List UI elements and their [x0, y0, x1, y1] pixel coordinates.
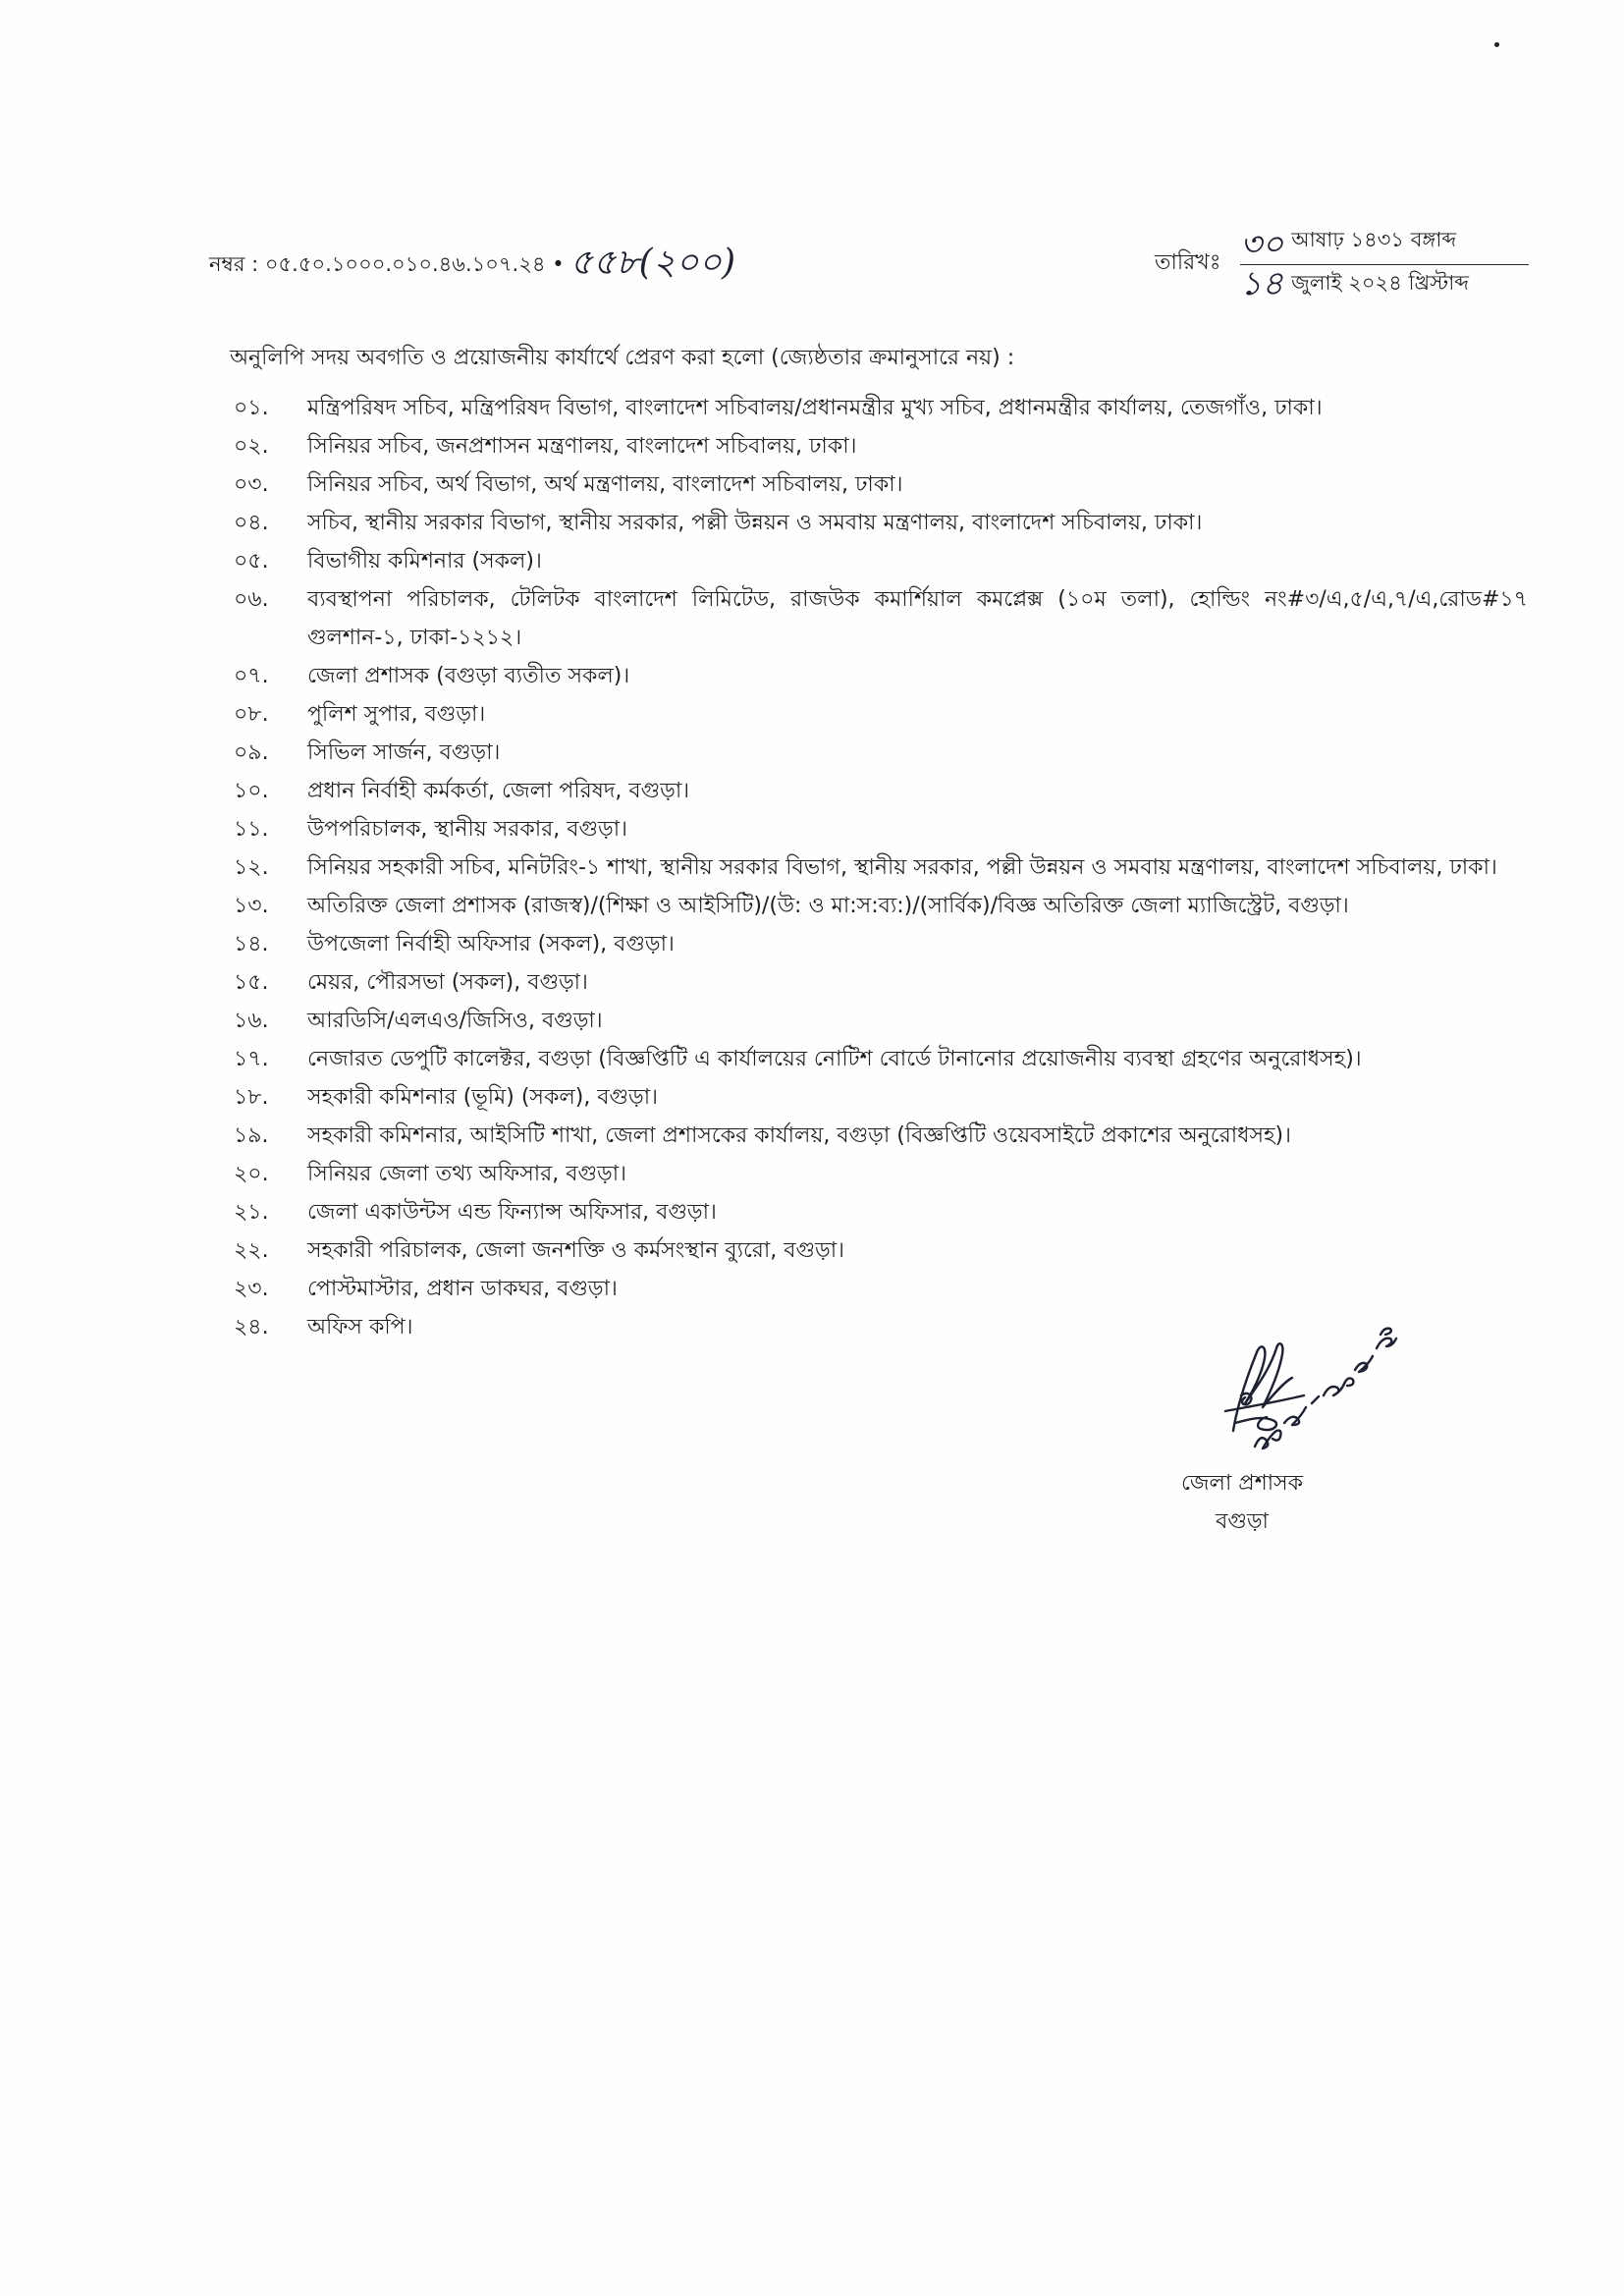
list-item-text: সচিব, স্থানীয় সরকার বিভাগ, স্থানীয় সরকার, পল্লী উন্নয়ন ও সমবায় মন্ত্রণালয়, বাংলাদেশ সচিবালয়, ঢাকা। [307, 511, 1203, 535]
list-item [234, 657, 1528, 695]
list-item [234, 887, 1528, 925]
list-item-number: ১৩. [234, 894, 269, 918]
list-item [234, 465, 1528, 504]
date-gregorian-day: ১৪ [1240, 264, 1284, 303]
list-item-number: ০৬. [234, 587, 269, 612]
list-item-number: ০৮. [234, 702, 269, 727]
date-block [1240, 218, 1529, 302]
list-item-text: সহকারী কমিশনার (ভূমি) (সকল), বগুড়া। [307, 1085, 659, 1110]
list-item-number: ১২. [234, 855, 269, 880]
list-item-text: পোস্টমাস্টার, প্রধান ডাকঘর, বগুড়া। [307, 1277, 618, 1301]
distribution-intro: অনুলিপি সদয় অবগতি ও প্রয়োজনীয় কার্যার্থে প্রেরণ করা হলো (জ্যেষ্ঠতার ক্রমানুসারে নয়) : [230, 346, 1015, 370]
memo-number-label: নম্বর : ০৫.৫০.১০০০.০১০.৪৬.১০৭.২৪ • [209, 252, 565, 276]
list-item-number: ২৩. [234, 1277, 269, 1301]
list-item [234, 1078, 1528, 1117]
date-gregorian [1240, 265, 1529, 302]
list-item-text: মেয়র, পৌরসভা (সকল), বগুড়া। [307, 970, 588, 995]
memo-number [209, 244, 735, 283]
list-item [234, 1155, 1528, 1193]
list-item-number: ০৭. [234, 664, 269, 688]
handwritten-signature [1216, 1313, 1402, 1458]
list-item-text: অফিস কপি। [307, 1315, 413, 1339]
list-item [234, 542, 1528, 580]
date-bangla-month-year: আষাঢ় ১৪৩১ বঙ্গাব্দ [1291, 228, 1457, 251]
list-item-number: ০৫. [234, 549, 269, 574]
list-item [234, 1193, 1528, 1231]
list-item-text: আরডিসি/এলএও/জিসিও, বগুড়া। [307, 1009, 603, 1033]
list-item [234, 389, 1528, 427]
list-item-text: সহকারী পরিচালক, জেলা জনশক্তি ও কর্মসংস্থান ব্যুরো, বগুড়া। [307, 1238, 844, 1263]
list-item [234, 1117, 1528, 1155]
list-item-text: উপজেলা নির্বাহী অফিসার (সকল), বগুড়া। [307, 932, 675, 957]
list-item-text: মন্ত্রিপরিষদ সচিব, মন্ত্রিপরিষদ বিভাগ, বাংলাদেশ সচিবালয়/প্রধানমন্ত্রীর মুখ্য সচিব, প্রধানমন্ত্রীর কার্যালয়, তেজগাঁও, ঢাকা। [307, 396, 1323, 420]
list-item [234, 504, 1528, 542]
date-label: তারিখঃ [1155, 250, 1221, 275]
signatory-district: বগুড়া [1216, 1509, 1269, 1534]
date-bangla [1240, 218, 1529, 265]
list-item-text: সিনিয়র সচিব, জনপ্রশাসন মন্ত্রণালয়, বাংলাদেশ সচিবালয়, ঢাকা। [307, 434, 857, 459]
list-item-number: ১৫. [234, 970, 269, 995]
list-item-number: ১৪. [234, 932, 269, 957]
list-item-text: বিভাগীয় কমিশনার (সকল)। [307, 549, 542, 574]
list-item [234, 580, 1528, 657]
list-item [234, 1040, 1528, 1078]
list-item [234, 734, 1528, 772]
list-item-number: ০২. [234, 434, 269, 459]
signature-block [1124, 1464, 1360, 1541]
list-item-text: সহকারী কমিশনার, আইসিটি শাখা, জেলা প্রশাসকের কার্যালয়, বগুড়া (বিজ্ঞপ্তিটি ওয়েবসাইটে প্রকাশের অনুরোধসহ)। [307, 1123, 1291, 1148]
signatory-designation: জেলা প্রশাসক [1180, 1471, 1304, 1496]
list-item [234, 427, 1528, 465]
list-item [234, 810, 1528, 848]
list-item-text: সিভিল সার্জন, বগুড়া। [307, 740, 501, 765]
list-item-number: ১৯. [234, 1123, 269, 1148]
date-bangla-day: ৩০ [1240, 225, 1284, 264]
list-item-number: ২২. [234, 1238, 269, 1263]
list-item-text: সিনিয়র সচিব, অর্থ বিভাগ, অর্থ মন্ত্রণালয়, বাংলাদেশ সচিবালয়, ঢাকা। [307, 472, 903, 497]
memo-number-handwritten: ৫৫৮(২০০) [569, 243, 735, 283]
list-item-number: ০৯. [234, 740, 269, 765]
list-item-text: ব্যবস্থাপনা পরিচালক, টেলিটক বাংলাদেশ লিমিটেড, রাজউক কমার্শিয়াল কমপ্লেক্স (১০ম তলা), হোল্ডিং নং#৩/এ,৫/এ,৭/এ,রোড#১৭ গুলশান-১, ঢাকা-১২১২। [307, 587, 1528, 650]
list-item [234, 1231, 1528, 1270]
list-item [234, 1002, 1528, 1040]
list-item-number: ০৪. [234, 511, 269, 535]
list-item-number: ০৩. [234, 472, 269, 497]
list-item-text: পুলিশ সুপার, বগুড়া। [307, 702, 486, 727]
list-item [234, 848, 1528, 887]
list-item-text: উপপরিচালক, স্থানীয় সরকার, বগুড়া। [307, 817, 627, 842]
list-item-number: ২৪. [234, 1315, 269, 1339]
date-gregorian-month-year: জুলাই ২০২৪ খ্রিস্টাব্দ [1291, 270, 1470, 295]
list-item-text: অতিরিক্ত জেলা প্রশাসক (রাজস্ব)/(শিক্ষা ও আইসিটি)/(উ: ও মা:স:ব্য:)/(সার্বিক)/বিজ্ঞ অতিরিক্ত জেলা ম্যাজিস্ট্রেট, বগুড়া। [307, 894, 1349, 918]
list-item [234, 695, 1528, 734]
list-item-text: প্রধান নির্বাহী কর্মকর্তা, জেলা পরিষদ, বগুড়া। [307, 779, 690, 803]
list-item-number: ১৭. [234, 1047, 269, 1071]
list-item [234, 772, 1528, 810]
list-item [234, 925, 1528, 963]
scan-speck [1494, 42, 1499, 47]
list-item-number: ১০. [234, 779, 269, 803]
list-item-text: জেলা প্রশাসক (বগুড়া ব্যতীত সকল)। [307, 664, 630, 688]
list-item [234, 1270, 1528, 1308]
list-item-number: ১১. [234, 817, 269, 842]
list-item-text: জেলা একাউন্টস এন্ড ফিন্যান্স অফিসার, বগুড়া। [307, 1200, 717, 1225]
distribution-list [234, 389, 1528, 1541]
list-item-number: ১৮. [234, 1085, 269, 1110]
list-item-text: সিনিয়র সহকারী সচিব, মনিটরিং-১ শাখা, স্থানীয় সরকার বিভাগ, স্থানীয় সরকার, পল্লী উন্নয়ন ও সমবায় মন্ত্রণালয়, বাংলাদেশ সচিবালয়, ঢাকা। [307, 855, 1497, 880]
list-item-text: নেজারত ডেপুটি কালেক্টর, বগুড়া (বিজ্ঞপ্তিটি এ কার্যালয়ের নোটিশ বোর্ডে টানানোর প্রয়োজনীয় ব্যবস্থা গ্রহণের অনুরোধসহ)। [307, 1047, 1362, 1071]
list-item-number: ১৬. [234, 1009, 269, 1033]
list-item [234, 963, 1528, 1002]
list-item-number: ০১. [234, 396, 269, 420]
list-item-text: সিনিয়র জেলা তথ্য অফিসার, বগুড়া। [307, 1162, 626, 1186]
list-item-number: ২১. [234, 1200, 269, 1225]
list-item-number: ২০. [234, 1162, 269, 1186]
